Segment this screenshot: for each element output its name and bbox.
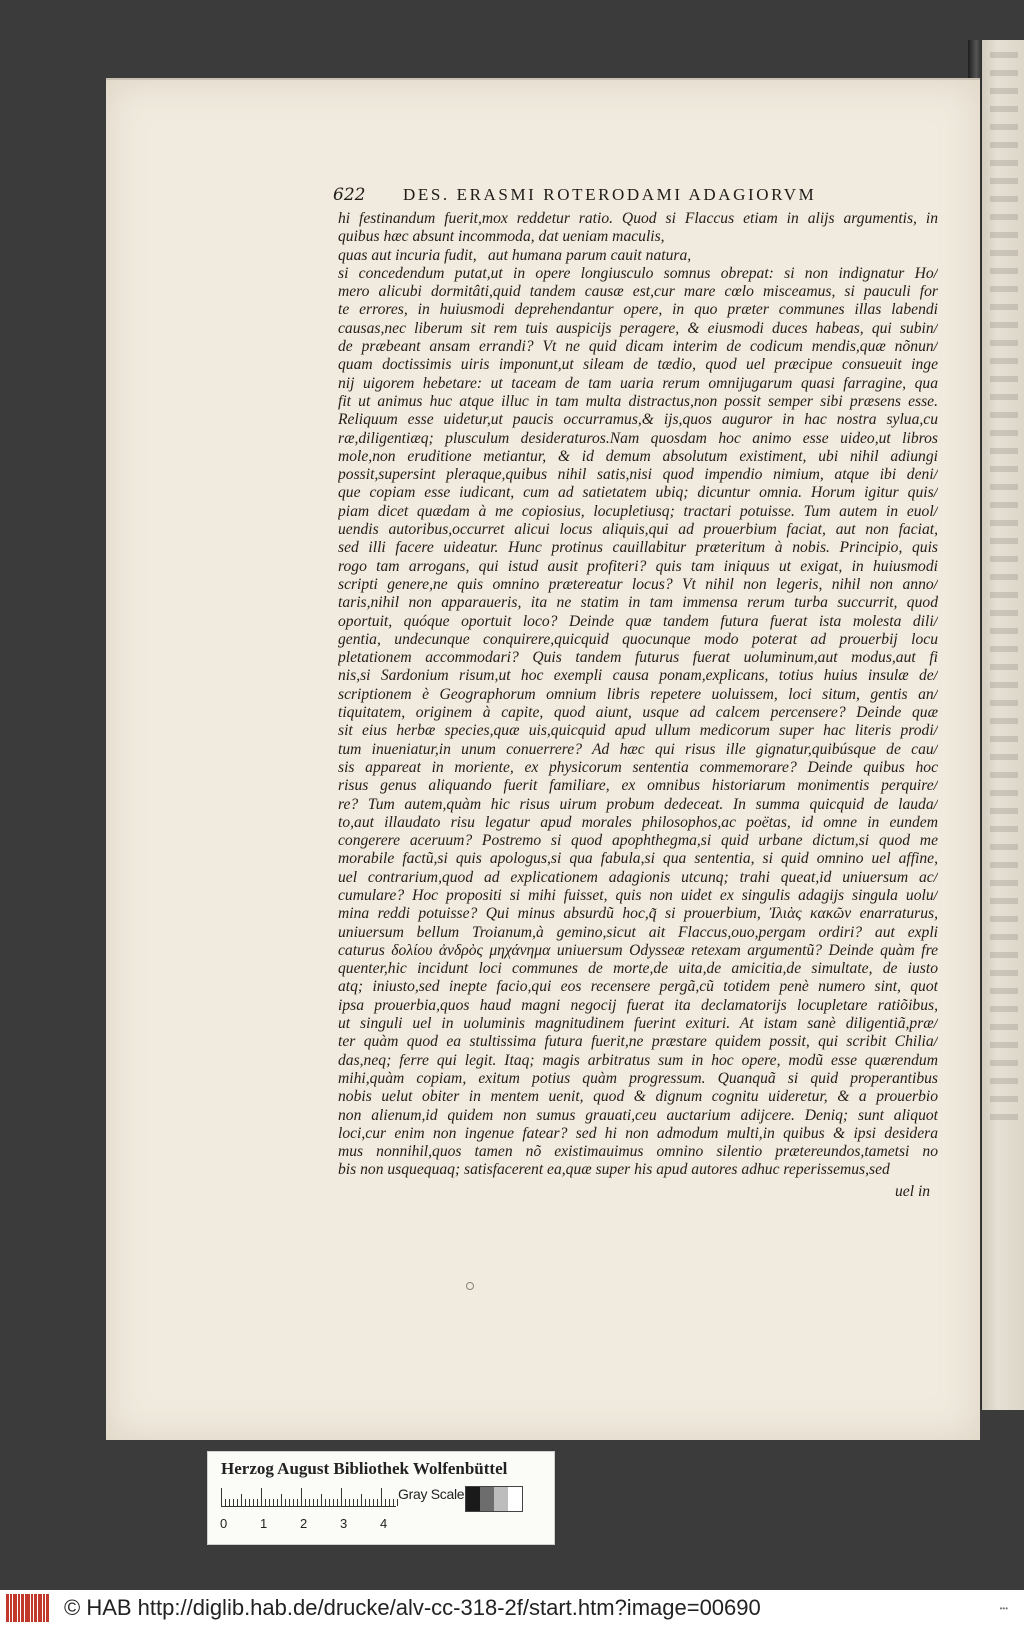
- ruler-tick: [341, 1488, 342, 1506]
- next-page-ghost-line: [990, 1096, 1018, 1102]
- ruler-tick: [301, 1488, 302, 1506]
- next-page-ghost-line: [990, 394, 1018, 400]
- ruler-tick: [297, 1499, 298, 1506]
- barcode-bar: [38, 1594, 42, 1622]
- text-line: piam dicet quædam à me copiosius, locupletiusq; tractari potuisse. Tum autem in euol/: [338, 502, 938, 520]
- barcode-bar: [13, 1594, 17, 1622]
- ruler-tick: [257, 1499, 258, 1506]
- text-line: morabile factũ,si quis apologus,si qua fabula,si qua sententia, si quid omnino uel affine,: [338, 850, 938, 868]
- text-line: ræ,diligentiæq; plusculum desideraturos.Nam quosdam hoc animo esse uideo,ut libros: [338, 429, 938, 447]
- barcode-bar: [34, 1594, 37, 1622]
- next-page-ghost-line: [990, 214, 1018, 220]
- next-page-ghost-line: [990, 574, 1018, 580]
- text-line: causas,nec liberum sit rem tuis auspicijs peragere, & eiusmodi duces habeas, qui subin/: [338, 319, 938, 337]
- text-line: uendis autoribus,occurret alicui locus aliquis,qui ad prouerbium faciat, aut non faciat,: [338, 521, 938, 539]
- ruler-tick: [261, 1488, 262, 1506]
- ruler-tick: [285, 1499, 286, 1506]
- ruler-tick: [277, 1499, 278, 1506]
- library-name: Herzog August Bibliothek Wolfenbüttel: [221, 1459, 508, 1478]
- next-page-ghost-line: [990, 430, 1018, 436]
- next-page-ghost-line: [990, 592, 1018, 598]
- next-page-ghost-line: [990, 844, 1018, 850]
- ruler-tick: [313, 1499, 314, 1506]
- next-page-ghost-line: [990, 826, 1018, 832]
- text-line: rogo tam arrogans, qui istud ausit profiteri? quis tam iniquus ut exigat, in huiusmodi: [338, 557, 938, 575]
- text-line: risus genus aliquando fuerit familiare, ex omnibus historiarum monimentis perquire/: [338, 777, 938, 795]
- text-line: que copiam esse iudicant, cum ad satietatem ubiq; dicuntur omnia. Horum igitur quis/: [338, 484, 938, 502]
- ruler-tick: [337, 1499, 338, 1506]
- next-page-ghost-line: [990, 268, 1018, 274]
- next-page-ghost-line: [990, 934, 1018, 940]
- next-page-ghost-line: [990, 520, 1018, 526]
- next-page-ghost-line: [990, 556, 1018, 562]
- barcode-bar: [31, 1594, 33, 1622]
- ruler-number: 2: [300, 1516, 308, 1531]
- footer-bar: [0, 1590, 1024, 1625]
- next-page-ghost-line: [990, 286, 1018, 292]
- ruler-tick: [345, 1499, 346, 1506]
- gray-swatch: [508, 1487, 522, 1511]
- gray-swatch: [480, 1487, 494, 1511]
- next-page-ghost-line: [990, 358, 1018, 364]
- ruler-tick: [309, 1499, 310, 1506]
- next-page-ghost-line: [990, 178, 1018, 184]
- ruler-numbers: [220, 1516, 410, 1532]
- text-line: mus nonnihil,quos tamen nõ existimauimus omnino silentio prætereundos,tametsi no: [338, 1143, 938, 1161]
- text-line: scriptionem è Geographorum omnium libris repetere uoluissem, loci situm, gentis an/: [338, 685, 938, 703]
- text-line: te errores, in huiusmodi deprehendantur opere, in quo præter communes illas labendi: [338, 301, 938, 319]
- ruler-tick: [317, 1499, 318, 1506]
- verse-left: quas aut incuria fudit,: [338, 246, 477, 264]
- ruler-tick: [333, 1499, 334, 1506]
- ruler-tick: [249, 1499, 250, 1506]
- next-page-ghost-line: [990, 322, 1018, 328]
- next-page-ghost-line: [990, 808, 1018, 814]
- ruler-tick: [389, 1499, 390, 1506]
- ruler-tick: [281, 1494, 282, 1506]
- barcode-bar: [21, 1594, 24, 1622]
- ruler-tick: [253, 1499, 254, 1506]
- verse-right: aut humana parum cauit natura,: [488, 246, 692, 264]
- text-line: re? Tum autem,quàm hic risus uirum probum dedeceat. In summa quicquid de lauda/: [338, 795, 938, 813]
- text-line: to,aut illaudato risu legatur apud morales philosophos,ac poëtas, id omne in eundem: [338, 813, 938, 831]
- next-page-ghost-line: [990, 538, 1018, 544]
- ruler-tick: [225, 1499, 226, 1506]
- next-page-ghost-line: [990, 412, 1018, 418]
- text-line: tiquitatem, originem à capite, quod aiunt, usque ad calcem percensere? Deinde quæ: [338, 704, 938, 722]
- text-line: si concedendum putat,ut in opere longiusculo somnus obrepat: si non indignatur Ho/: [338, 264, 938, 282]
- text-line: ter quàm quod ea stultissima futura fuerit,ne præstare quidem possit, qui scribit Chilia/: [338, 1033, 938, 1051]
- ruler-tick: [365, 1499, 366, 1506]
- gray-swatch: [466, 1487, 480, 1511]
- text-line: ipsa prouerbia,quos haud magni negocij fuerat ita declamatorijs locupletare ratiõibus,: [338, 996, 938, 1014]
- text-line: fit ut animus huc atque illuc in tam multa distractus,non possit semper sibi præsens esse.: [338, 392, 938, 410]
- ruler-number: 3: [340, 1516, 348, 1531]
- text-line: cumulare? Hoc propositi si mihi fuisset, quis non uidet ex singulis adagijs singula uolu/: [338, 886, 938, 904]
- ruler-number: 4: [380, 1516, 388, 1531]
- ruler-tick: [369, 1499, 370, 1506]
- ruler-tick: [305, 1499, 306, 1506]
- next-page-ghost-line: [990, 304, 1018, 310]
- ruler-number: 0: [220, 1516, 228, 1531]
- next-page-ghost-line: [990, 376, 1018, 382]
- text-line: mihi,quàm copiam, exitum potius quàm progressum. Quanquã si quid properantibus: [338, 1069, 938, 1087]
- text-line: mina reddi potuisse? Qui minus absurdũ hoc,q̃ si prouerbium, Ἰλιὰς κακῶν enarraturus,: [338, 905, 938, 923]
- next-page-ghost-line: [990, 754, 1018, 760]
- next-page-ghost-line: [990, 682, 1018, 688]
- next-page-ghost-line: [990, 646, 1018, 652]
- hab-barcode-icon: [6, 1594, 50, 1622]
- next-page-ghost-line: [990, 952, 1018, 958]
- ruler-number: 1: [260, 1516, 268, 1531]
- text-line: congerere aceruum? Postremo si quod apophthegma,si quid urbane dictum,si quod me: [338, 832, 938, 850]
- ruler-tick: [349, 1499, 350, 1506]
- next-page-ghost-line: [990, 1006, 1018, 1012]
- next-page-ghost-line: [990, 340, 1018, 346]
- next-page-ghost-line: [990, 628, 1018, 634]
- ruler-tick: [221, 1488, 222, 1506]
- barcode-bar: [46, 1594, 49, 1622]
- ruler-tick: [329, 1499, 330, 1506]
- ruler-tick: [373, 1499, 374, 1506]
- ruler-tick: [289, 1499, 290, 1506]
- page-dot-mark: [466, 1282, 474, 1290]
- text-line: mole,non eruditione metiantur, & id demum absolutum existiment, ubi nihil adiungi: [338, 447, 938, 465]
- gray-scale-swatches: [465, 1486, 523, 1512]
- next-page-ghost-line: [990, 250, 1018, 256]
- next-page-ghost-line: [990, 1078, 1018, 1084]
- page-text-block: [338, 210, 938, 1180]
- library-color-card: [207, 1451, 555, 1545]
- text-line: ut singuli uel in uoluminis magnitudinem fuerint exituri. At istam sanè diligentiã,præ/: [338, 1015, 938, 1033]
- text-line: tum inueniatur,in unum conuerrere? Ad hæc qui risus ille gignatur,quibúsque de cau/: [338, 740, 938, 758]
- next-page-ghost-line: [990, 898, 1018, 904]
- text-line: nis,si Sardonium risum,ut hoc exempli causa ponam,explicans, totius huius insulæ de/: [338, 667, 938, 685]
- next-page-ghost-line: [990, 988, 1018, 994]
- next-page-ghost-line: [990, 196, 1018, 202]
- next-page-ghost-line: [990, 1042, 1018, 1048]
- catchword: uel in: [895, 1183, 931, 1200]
- text-line: nobis uelut obiter in mentem uenit, quod & dignum cognitu uideretur, & a prouerbio: [338, 1088, 938, 1106]
- ruler-tick: [325, 1499, 326, 1506]
- ruler-tick: [269, 1499, 270, 1506]
- next-page-ghost-line: [990, 232, 1018, 238]
- footer-corner-mark: •••: [999, 1604, 1008, 1613]
- running-head-title: DES. ERASMI ROTERODAMI ADAGIORVM: [403, 185, 817, 204]
- text-line: bis non usquequaq; satisfacerent ea,quæ super his apud autores adhuc reperissemus,sed: [338, 1161, 890, 1179]
- text-line: sit eius herbæ species,quæ uis,quicquid apud ullum medicorum super hac literis prodi/: [338, 722, 938, 740]
- next-page-ghost-line: [990, 1024, 1018, 1030]
- text-line: possit,supersint pleraque,quibus nihil satis,nisi quod impendio nimium, atque ibi deni/: [338, 466, 938, 484]
- text-line: pletationem accommodari? Quis tandem futurus fuerat uoluminum,aut modus,aut fi: [338, 649, 938, 667]
- next-page-ghost-line: [990, 790, 1018, 796]
- next-page-ghost-line: [990, 862, 1018, 868]
- ruler-tick: [237, 1499, 238, 1506]
- next-page-ghost-line: [990, 664, 1018, 670]
- text-line: caturus δολίου ἀνδρὸς μηχάνημα uniuersum Odysseæ retexam argumentũ? Deinde quàm fre: [338, 941, 938, 959]
- next-page-ghost-line: [990, 880, 1018, 886]
- next-page-ghost-line: [990, 70, 1018, 76]
- ruler-tick: [321, 1494, 322, 1506]
- ruler-tick: [377, 1499, 378, 1506]
- next-page-edge: [980, 40, 1024, 1410]
- ruler-tick: [293, 1499, 294, 1506]
- text-line: quam doctissimis uiris imponunt,ut sileam de tædio, quod uel præcipue consueuit inge: [338, 356, 938, 374]
- ruler-tick: [361, 1494, 362, 1506]
- text-line: uniuersum bellum Troianum,à gemino,sicut ait Flaccus,ouo,pergam ordiri? aut expli: [338, 923, 938, 941]
- ruler-tick: [229, 1499, 230, 1506]
- next-page-ghost-line: [990, 142, 1018, 148]
- barcode-bar: [43, 1594, 45, 1622]
- next-page-ghost-line: [990, 88, 1018, 94]
- barcode-bar: [18, 1594, 20, 1622]
- next-page-ghost-line: [990, 736, 1018, 742]
- ruler-tick: [393, 1499, 394, 1506]
- text-line: das,neq; ferre qui legit. Itaq; magis arbitratus sum in hoc opere, modũ esse quærendum: [338, 1051, 938, 1069]
- next-page-ghost-line: [990, 718, 1018, 724]
- text-line: gentia, undecunque conquirere,quicquid quocunque modo poterat ad prouerbij locu: [338, 630, 938, 648]
- ruler-tick: [381, 1488, 382, 1506]
- next-page-ghost-line: [990, 610, 1018, 616]
- ruler-tick: [273, 1499, 274, 1506]
- text-line: hi festinandum fuerit,mox reddetur ratio. Quod si Flaccus etiam in alijs argumentis, in: [338, 210, 938, 227]
- ruler-tick: [241, 1494, 242, 1506]
- next-page-ghost-line: [990, 124, 1018, 130]
- text-line: quibus hæc absunt incommoda, dat ueniam maculis,: [338, 228, 665, 246]
- ruler-tick: [233, 1499, 234, 1506]
- next-page-ghost-line: [990, 916, 1018, 922]
- scale-ruler: [221, 1488, 396, 1507]
- text-line: oportuit, quóque oportuit loco? Deinde quæ tandem futura fuerat ista molesta dili/: [338, 612, 938, 630]
- next-page-ghost-line: [990, 502, 1018, 508]
- text-line: Reliquum esse uidetur,ut paucis occurramus,& ijs,quos auguror in hac nostra sylua,cu: [338, 411, 938, 429]
- footer-url-text[interactable]: © HAB http://diglib.hab.de/drucke/alv-cc-318-2f/start.htm?image=00690: [64, 1594, 761, 1620]
- verse-line: [338, 247, 938, 265]
- text-line: taris,nihil non apparaueris, ita ne statim in tam immensa rerum turba succurrit, quod: [338, 594, 938, 612]
- text-line: sis appareat in moriente, ex physicorum sententia commemorare? Deinde quibus hoc: [338, 758, 938, 776]
- gray-scale-label: Gray Scale: [398, 1486, 465, 1502]
- text-line: non alienum,id quidem non sumus grauati,ceu auctarium adijcere. Deniq; sunt aliquot: [338, 1106, 938, 1124]
- next-page-ghost-line: [990, 160, 1018, 166]
- next-page-ghost-line: [990, 1060, 1018, 1066]
- ruler-tick: [265, 1499, 266, 1506]
- next-page-ghost-line: [990, 970, 1018, 976]
- text-line: uel contrarium,quod ad explicationem adagionis utcunq; trahi queat,id uniuersum ac/: [338, 868, 938, 886]
- text-line: mero alicubi dormitâti,quid tandem causæ est,cur mare cœlo misceamus, si pauculi for: [338, 283, 938, 301]
- next-page-ghost-line: [990, 772, 1018, 778]
- next-page-ghost-line: [990, 106, 1018, 112]
- next-page-ghost-line: [990, 484, 1018, 490]
- gray-swatch: [494, 1487, 508, 1511]
- next-page-ghost-line: [990, 1114, 1018, 1120]
- barcode-bar: [10, 1594, 12, 1622]
- ruler-tick: [353, 1499, 354, 1506]
- text-line: scripti genere,ne quis omnino prætereatur locus? Vt nihil non legeris, nihil non anno/: [338, 575, 938, 593]
- next-page-ghost-line: [990, 52, 1018, 58]
- text-line: sed illi facere uideatur. Hunc protinus cauillabitur præteritum à nobis. Principio, quis: [338, 539, 938, 557]
- barcode-bar: [25, 1594, 30, 1622]
- barcode-bar: [6, 1594, 9, 1622]
- ruler-tick: [245, 1499, 246, 1506]
- next-page-ghost-line: [990, 466, 1018, 472]
- page-number: 622: [333, 185, 366, 205]
- next-page-ghost-line: [990, 700, 1018, 706]
- text-line: de præbeant ansam errandi? Vt ne quid dicam interim de codicum mendis,quæ nõnun/: [338, 338, 938, 356]
- next-page-ghost-line: [990, 448, 1018, 454]
- ruler-tick: [357, 1499, 358, 1506]
- text-line: atq; iniusto,sed inepte facio,qui eos recensere pergã,cũ totidem penè numero sint, quot: [338, 978, 938, 996]
- text-line: quenter,hic incidunt loci communes de morte,de uita,de amicitia,de simultate, de iusto: [338, 960, 938, 978]
- text-line: nij uigorem hebetare: ut taceam de tam uaria rerum omnijugarum quasi farragine, qua: [338, 374, 938, 392]
- ruler-tick: [385, 1499, 386, 1506]
- running-head: [333, 185, 943, 205]
- text-line: loci,cur enim non ingenue fatear? sed hi non admodum multi,in quibus & ipsi desidera: [338, 1124, 938, 1142]
